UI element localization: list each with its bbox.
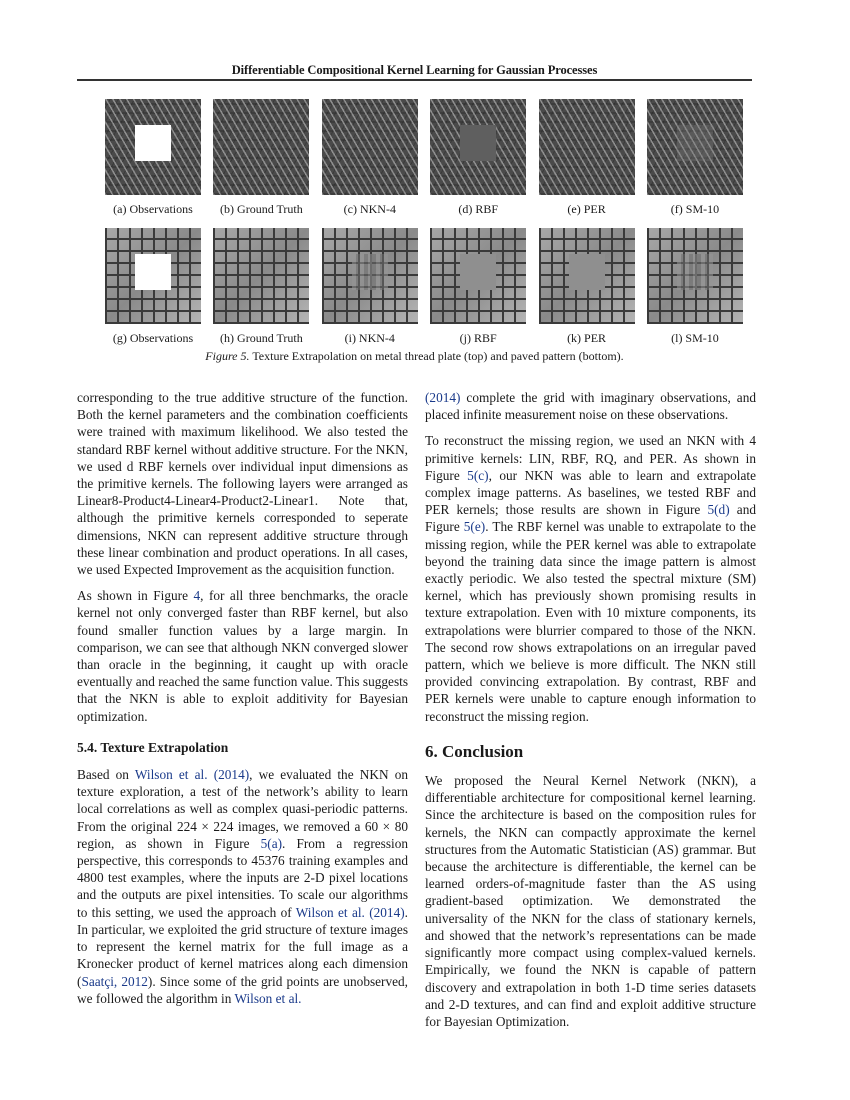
panel-g <box>104 228 202 346</box>
section-heading: 6. Conclusion <box>425 741 524 761</box>
text: complete the grid with imaginary observations, and placed infinite measurement noise on these observations. <box>425 390 756 423</box>
metal-rbf-image <box>430 99 526 195</box>
extrapolated-region <box>460 254 496 290</box>
right-column <box>425 389 756 1039</box>
paragraph <box>425 389 756 423</box>
paved-nkn4-image <box>322 228 418 324</box>
figure-5c-link[interactable]: 5(c) <box>467 467 489 483</box>
paved-ground-truth-image <box>213 228 309 324</box>
metal-nkn4-image <box>322 99 418 195</box>
panel-caption: (j) RBF <box>459 331 497 345</box>
section-heading: 5.4. Texture Extrapolation <box>77 739 229 755</box>
text: To reconstruct the missing region, we used an NKN with 4 primitive kernels: LIN, RBF, RQ, and PER. As shown in Figure <box>425 433 756 483</box>
panel-caption: (k) PER <box>567 331 607 345</box>
extrapolated-region <box>569 254 605 290</box>
panel-h <box>212 228 310 346</box>
left-column <box>77 389 408 1016</box>
figure-number: Figure 5. <box>205 349 250 363</box>
panel-caption: (g) Observations <box>112 331 194 345</box>
wilson-link[interactable]: Wilson et al. <box>234 990 302 1006</box>
missing-region <box>135 125 171 161</box>
panel-caption: (d) RBF <box>458 202 499 216</box>
figure-4-link[interactable]: 4 <box>193 588 201 604</box>
text: , our NKN was able to learn and extrapolate complex image patterns. As baselines, we tested RBF and PER kernels; those results are shown in Figure <box>425 467 756 518</box>
panel-caption: (h) Ground Truth <box>220 331 303 345</box>
saatci-2012-link[interactable]: Saatçi, 2012 <box>81 973 148 989</box>
panel-i <box>321 228 419 346</box>
panel-l <box>646 228 744 346</box>
missing-region <box>135 254 171 290</box>
figure-5a-link[interactable]: 5(a) <box>260 835 283 851</box>
panel-k <box>538 228 636 346</box>
panel-caption: (a) Observations <box>113 202 193 216</box>
extrapolated-region <box>352 254 388 290</box>
wilson-2014-link[interactable]: Wilson et al. (2014) <box>134 767 250 783</box>
text: ). Since some of the grid points are unobserved, we followed the algorithm in <box>77 973 408 1006</box>
paved-rbf-image <box>430 228 526 324</box>
panel-b <box>212 99 310 217</box>
figure-bottom-row <box>104 228 744 346</box>
paragraph: We proposed the Neural Kernel Network (NKN), a differentiable architecture for compositional kernel learning. Since the architecture is based on the composition rules for kernels, the NKN can compactly approximate the kernel structures from the Automatic Statistician (AS) grammar. But because the architecture is differentiable, the kernel can be learned orders-of-magnitude faster than the AS using gradient-based optimization. We demonstrated the universality of the NKN for the class of stationary kernels, and showed that the network’s representations can be made significantly more compact using complex-valued kernels. Empirically, we found the NKN is capable of pattern discovery and extrapolation in both 1-D time series datasets and 2-D textures, and can find and exploit additive structure for Bayesian Optimization. <box>425 773 756 1029</box>
panel-caption: (c) NKN-4 <box>343 202 396 216</box>
panel-caption: (f) SM-10 <box>670 202 720 216</box>
panel-caption: (l) SM-10 <box>671 331 719 345</box>
panel-caption: (e) PER <box>567 202 606 216</box>
panel-c <box>321 99 419 217</box>
text: . The RBF kernel was unable to extrapolate to the missing region, while the PER kernel was able to extrapolate beyond the training data since the image pattern is almost exactly periodic. We also tested the spectral mixture (SM) kernel, which has previously shown promising results in texture extrapolation. Even with 10 mixture components, its extrapolations were blurrier compared to those of the NKN. The second row shows extrapolations on an irregular paved pattern, which we believe is more difficult. The NKN still provided convincing extrapolation. By contrast, RBF and PER kernels were unable to capture enough information to reconstruct the missing region. <box>425 519 756 724</box>
metal-sm10-image <box>647 99 743 195</box>
text: As shown in Figure <box>77 588 194 604</box>
paragraph <box>77 766 408 1007</box>
figure-caption-text: Texture Extrapolation on metal thread plate (top) and paved pattern (bottom). <box>252 349 624 363</box>
text: , we evaluated the NKN on texture exploration, a test of the network’s ability to learn local correlations as well as complex quasi-periodic patterns. From the original 224 × 224 images, we removed a 60 × 80 region, as shown in Figure <box>77 767 409 851</box>
panel-e <box>538 99 636 217</box>
paved-sm10-image <box>647 228 743 324</box>
wilson-2014-link[interactable]: Wilson et al. (2014) <box>295 904 405 920</box>
extrapolated-region <box>677 254 713 290</box>
figure-5d-link[interactable]: 5(d) <box>707 502 730 518</box>
panel-caption: (b) Ground Truth <box>220 202 303 216</box>
figure-5e-link[interactable]: 5(e) <box>463 519 486 535</box>
extrapolated-region <box>677 125 713 161</box>
paved-observations-image <box>105 228 201 324</box>
panel-d <box>429 99 527 217</box>
panel-caption: (i) NKN-4 <box>344 331 395 345</box>
text: Based on <box>77 767 135 783</box>
metal-per-image <box>539 99 635 195</box>
metal-ground-truth-image <box>213 99 309 195</box>
paragraph <box>425 432 756 724</box>
text: . From a regression perspective, this corresponds to 45376 training examples and 4800 test examples, where the inputs are 2-D pixel locations and the outputs are pixel intensities. To scale our algorithms to this setting, we used the approach of <box>77 835 408 920</box>
panel-f <box>646 99 744 217</box>
metal-observations-image <box>105 99 201 195</box>
paved-per-image <box>539 228 635 324</box>
text: , for all three benchmarks, the oracle kernel not only converged faster than RBF kernel, but also found smaller function values by a large margin. In comparison, we can see that although NKN converged slower than oracle in the beginning, it caught up with oracle eventually and reached the same function value. This suggests that the NKN is able to exploit additivity for Bayesian optimization. <box>77 588 408 724</box>
panel-a <box>104 99 202 217</box>
paragraph: corresponding to the true additive structure of the function. Both the kernel parameters and the combination coefficients were trained with maximum likelihood. We also tested the standard RBF kernel without additive structure. For the NKN, we used d RBF kernels over individual input dimensions as the primitive kernels. The following layers were arranged as Linear8-Product4-Linear4-Product2-Linear1. Note that, although the primitive kernels corresponded to seperate dimensions, NKN can represent additive structure through these linear combination and product operations. In all cases, we used Expected Improvement as the acquisition function. <box>77 390 408 578</box>
text: and Figure <box>425 502 756 535</box>
paragraph <box>77 587 408 725</box>
header-rule <box>77 79 752 81</box>
wilson-2014-year-link[interactable]: (2014) <box>425 390 461 405</box>
running-title: Differentiable Compositional Kernel Learning for Gaussian Processes <box>231 63 598 77</box>
extrapolated-region <box>460 125 496 161</box>
text: . In particular, we exploited the grid structure of texture images to represent the kernel matrix for the full image as a Kronecker product of kernel matrices along each dimension ( <box>77 904 408 989</box>
figure-top-row <box>104 99 744 217</box>
figure-caption <box>77 349 752 364</box>
panel-j <box>429 228 527 346</box>
